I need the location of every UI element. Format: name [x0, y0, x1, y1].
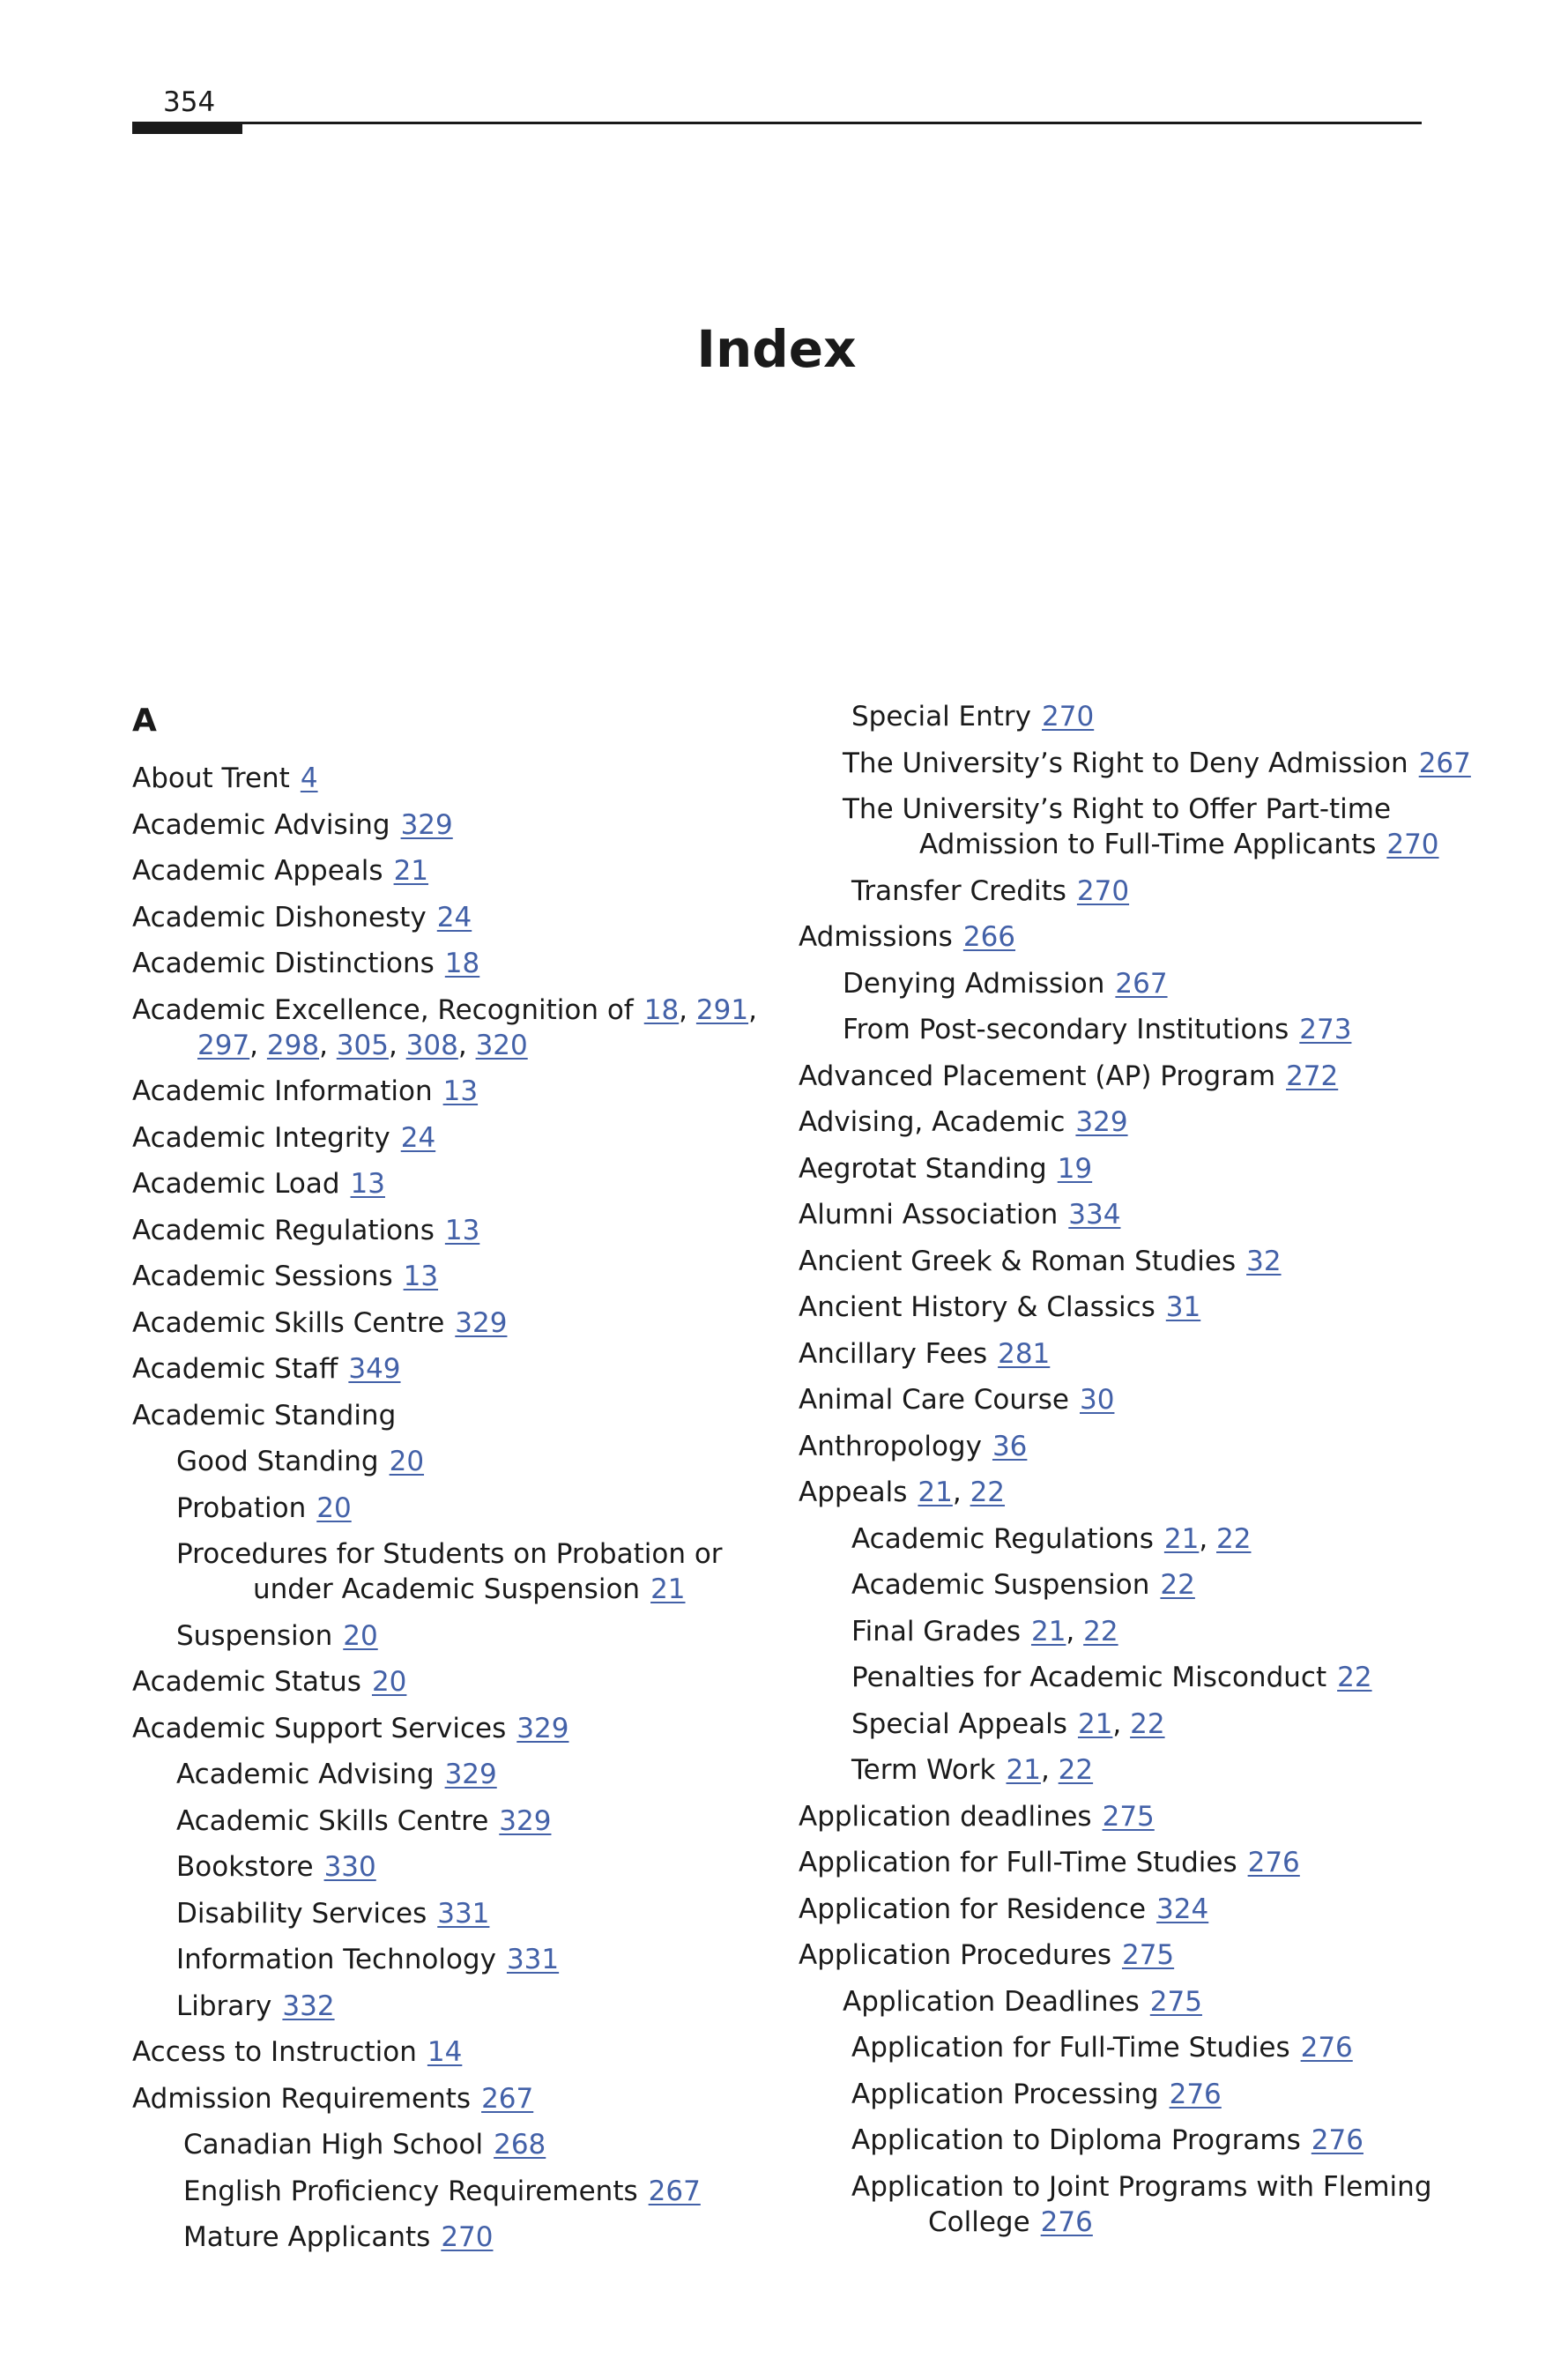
page-link[interactable]: 18	[643, 993, 680, 1026]
page-link[interactable]: 270	[1386, 829, 1439, 860]
index-entry-mature-applicants	[132, 2220, 767, 2255]
entry-term: Academic Advising	[176, 1759, 435, 1790]
entry-term: Academic Appeals	[132, 855, 383, 887]
page-link[interactable]: 20	[316, 1491, 352, 1524]
index-entry-good-standing	[132, 1444, 767, 1479]
entry-term: Academic Staff	[132, 1353, 338, 1385]
entry-term: The University’s Right to Offer Part-time	[843, 793, 1392, 825]
index-entry-academic-status	[132, 1664, 767, 1699]
page-link[interactable]: 305	[336, 1029, 389, 1061]
index-entry-academic-distinctions	[132, 946, 767, 981]
entry-term: Academic Skills Centre	[132, 1306, 445, 1339]
index-entry-anthropology	[799, 1429, 1424, 1464]
page-link[interactable]: 22	[1130, 1707, 1165, 1740]
index-entry-application-deadlines	[799, 1799, 1424, 1834]
entry-term: Application Procedures	[799, 1939, 1111, 1971]
index-entry-final-grades: Final Grades 21, 22	[851, 1615, 1118, 1647]
entry-term: Admissions	[799, 921, 953, 953]
entry-term-continued	[843, 827, 1439, 862]
page-link[interactable]: 13	[403, 1261, 439, 1292]
index-entry-the-university-s-right-to-offer-part-time	[799, 792, 1439, 862]
page-link[interactable]: 31	[1165, 1291, 1201, 1323]
entry-term: Admission Requirements	[132, 2082, 472, 2115]
index-entry-advising-academic	[799, 1104, 1424, 1140]
index-entry-term-work: Term Work 21, 22	[851, 1754, 1094, 1786]
index-entry-aegrotat-standing	[799, 1151, 1424, 1186]
page-link[interactable]: 19	[1057, 1152, 1093, 1185]
index-entry-suspension	[132, 1618, 767, 1654]
entry-term-line2: Admission to Full-Time Applicants	[919, 829, 1377, 860]
index-entry-academic-integrity	[132, 1120, 767, 1156]
entry-term: Academic Sessions	[132, 1261, 393, 1292]
index-entry-procedures-for-students-on-probation-or	[132, 1536, 767, 1607]
index-entry-the-university-s-right-to-deny-admission	[799, 746, 1471, 781]
index-entry-bookstore	[132, 1849, 767, 1885]
page-link[interactable]: 20	[371, 1666, 407, 1698]
page-link[interactable]: 275	[1102, 1800, 1155, 1833]
page-link[interactable]: 276	[1247, 1847, 1300, 1878]
entry-term: Academic Regulations	[851, 1522, 1154, 1555]
page-link[interactable]: 276	[1169, 2078, 1222, 2110]
page-link[interactable]: 330	[323, 1851, 376, 1883]
entry-term: Application to Diploma Programs	[851, 2124, 1301, 2156]
entry-term: Library	[176, 1990, 272, 2022]
entry-term: Application deadlines	[799, 1800, 1092, 1833]
index-entry-academic-staff	[132, 1351, 767, 1387]
entry-term: Academic Regulations	[132, 1214, 435, 1246]
page-link[interactable]: 22	[1337, 1662, 1372, 1693]
header-rule	[132, 122, 1422, 124]
page-link[interactable]: 24	[436, 901, 472, 933]
entry-term: Application Deadlines	[843, 1985, 1140, 2018]
page-link[interactable]: 4	[300, 762, 318, 794]
page-link[interactable]: 276	[1311, 2124, 1364, 2156]
index-entry-appeals: Appeals 21, 22	[799, 1476, 1006, 1508]
index-entry-application-processing	[799, 2077, 1424, 2112]
index-entry-from-post-secondary-institutions	[799, 1012, 1424, 1047]
entry-term: Academic Advising	[132, 808, 390, 841]
page-link[interactable]: 267	[1115, 967, 1168, 1000]
page-link[interactable]: 21	[1030, 1615, 1066, 1647]
index-entry-application-for-full-time-studies	[799, 2030, 1424, 2065]
page-link[interactable]: 22	[1083, 1615, 1118, 1647]
index-entry-information-technology	[132, 1942, 767, 1977]
index-entry-access-to-instruction	[132, 2034, 767, 2070]
index-entry-academic-skills-centre	[132, 1305, 767, 1341]
page-link[interactable]: 272	[1286, 1060, 1339, 1092]
page-link[interactable]: 13	[444, 1214, 480, 1246]
page-link[interactable]: 21	[1163, 1522, 1200, 1555]
page-link[interactable]: 308	[405, 1029, 458, 1061]
entry-term: Anthropology	[799, 1430, 982, 1462]
entry-term: Academic Standing	[132, 1399, 397, 1432]
entry-term: Application Processing	[851, 2078, 1159, 2110]
entry-term: Academic Integrity	[132, 1121, 390, 1154]
entry-term: Ancient Greek & Roman Studies	[799, 1245, 1237, 1277]
page-link[interactable]: 30	[1080, 1384, 1115, 1416]
entry-term: Academic Excellence, Recognition of	[132, 993, 634, 1026]
page-link[interactable]: 275	[1121, 1939, 1175, 1971]
index-entry-ancillary-fees	[799, 1336, 1424, 1372]
entry-term: Advising, Academic	[799, 1106, 1066, 1138]
right-entries-list	[799, 699, 1471, 2240]
page-link[interactable]: 349	[348, 1353, 401, 1385]
page-link[interactable]: 18	[444, 948, 480, 979]
entry-term: English Proficiency Requirements	[183, 2175, 638, 2207]
entry-term: Application for Full-Time Studies	[851, 2032, 1290, 2064]
entry-term: Application to Joint Programs with Fleming	[851, 2170, 1432, 2203]
index-entry-academic-support-services	[132, 1711, 767, 1746]
page-link[interactable]: 270	[1042, 701, 1095, 733]
page-link[interactable]: 324	[1156, 1893, 1209, 1925]
entry-term: Special Appeals	[851, 1707, 1067, 1740]
index-entry-application-deadlines	[799, 1984, 1424, 2019]
entry-term: Suspension	[176, 1619, 333, 1652]
index-entry-transfer-credits	[799, 874, 1424, 909]
page-link[interactable]: 276	[1300, 2032, 1353, 2064]
entry-term: The University’s Right to Deny Admission	[843, 747, 1408, 779]
page-link[interactable]: 270	[1076, 874, 1130, 907]
entry-term: Academic Suspension	[851, 1569, 1150, 1601]
page-link[interactable]: 267	[648, 2175, 701, 2207]
index-entry-academic-standing	[132, 1398, 767, 1433]
index-entry-admissions	[799, 919, 1424, 955]
index-entry-probation	[132, 1491, 767, 1526]
entry-term: Application for Full-Time Studies	[799, 1847, 1237, 1878]
page-title: Index	[696, 319, 857, 379]
page-link[interactable]: 329	[400, 808, 453, 841]
page-link[interactable]: 329	[455, 1306, 508, 1339]
page-link[interactable]: 270	[441, 2221, 494, 2253]
page-link[interactable]: 32	[1246, 1245, 1282, 1277]
page-link[interactable]: 276	[1040, 2205, 1093, 2238]
left-entries-list	[132, 761, 767, 2255]
entry-term: Academic Support Services	[132, 1712, 507, 1744]
page-link[interactable]: 22	[1216, 1522, 1252, 1555]
page-link[interactable]: 36	[992, 1430, 1028, 1462]
entry-term: Bookstore	[176, 1851, 314, 1883]
index-entry-special-entry	[799, 699, 1424, 734]
index-entry-academic-advising	[132, 1757, 767, 1792]
page-link[interactable]: 20	[343, 1619, 378, 1652]
index-entry-denying-admission	[799, 966, 1424, 1001]
index-column-right	[799, 699, 1471, 2250]
entry-term: Information Technology	[176, 1944, 496, 1975]
entry-term-continued	[851, 2205, 1424, 2240]
index-entry-ancient-greek-roman-studies	[799, 1244, 1424, 1279]
entry-term: Animal Care Course	[799, 1384, 1069, 1416]
page-link[interactable]: 22	[1160, 1569, 1195, 1601]
page-link[interactable]: 13	[442, 1075, 479, 1107]
entry-term: Alumni Association	[799, 1199, 1059, 1231]
page-link[interactable]: 329	[516, 1712, 569, 1744]
page-link[interactable]: 331	[437, 1897, 490, 1930]
index-entry-academic-sessions	[132, 1259, 767, 1294]
entry-term: Appeals	[799, 1476, 908, 1508]
entry-term-line2: College	[928, 2205, 1030, 2238]
entry-term: Final Grades	[851, 1615, 1021, 1647]
page-link[interactable]: 13	[350, 1168, 385, 1200]
page-link[interactable]: 21	[1077, 1707, 1113, 1740]
page-link[interactable]: 21	[650, 1573, 686, 1605]
index-entry-about-trent	[132, 761, 767, 796]
header-tab-bar	[132, 124, 242, 134]
index-entry-application-to-joint-programs-with-fleming	[799, 2169, 1432, 2240]
page-link[interactable]: 291	[695, 993, 749, 1026]
page-link[interactable]: 14	[427, 2036, 463, 2068]
page-refs-continued: 297, 298, 305, 308, 320	[197, 1029, 528, 1061]
page-link[interactable]: 281	[998, 1337, 1051, 1370]
entry-term: Access to Instruction	[132, 2036, 417, 2068]
entry-term: Application for Residence	[799, 1893, 1147, 1925]
entry-term: Disability Services	[176, 1897, 427, 1930]
entry-term: Ancillary Fees	[799, 1337, 988, 1370]
entry-term: Special Entry	[851, 701, 1032, 733]
entry-term: Academic Distinctions	[132, 948, 435, 979]
index-entry-academic-appeals	[132, 853, 767, 889]
index-entry-academic-information	[132, 1074, 767, 1109]
entry-term: Ancient History & Classics	[799, 1291, 1155, 1323]
entry-term: Canadian High School	[183, 2129, 484, 2161]
page-link[interactable]: 267	[1418, 747, 1471, 779]
index-entry-academic-load	[132, 1166, 767, 1201]
page-link[interactable]: 22	[970, 1476, 1006, 1508]
index-entry-penalties-for-academic-misconduct	[799, 1660, 1424, 1695]
index-entry-special-appeals: Special Appeals 21, 22	[851, 1707, 1165, 1740]
index-entry-academic-regulations: Academic Regulations 21, 22	[851, 1522, 1252, 1555]
entry-term: Mature Applicants	[183, 2221, 431, 2253]
index-entry-english-proficiency-requirements	[132, 2174, 767, 2209]
index-entry-canadian-high-school	[132, 2127, 767, 2162]
index-entry-academic-dishonesty	[132, 900, 767, 935]
page-link[interactable]: 268	[494, 2129, 546, 2161]
page-link[interactable]: 267	[481, 2082, 534, 2115]
index-entry-academic-skills-centre	[132, 1804, 767, 1839]
index-entry-application-procedures	[799, 1937, 1424, 1973]
page-link[interactable]: 273	[1299, 1014, 1352, 1045]
entry-term-continued	[176, 1572, 767, 1607]
page-link[interactable]: 334	[1068, 1199, 1121, 1231]
entry-term: Denying Admission	[843, 967, 1105, 1000]
entry-term: Probation	[176, 1491, 307, 1524]
entry-term: Academic Information	[132, 1075, 433, 1107]
index-entry-animal-care-course	[799, 1382, 1424, 1417]
entry-term: Academic Load	[132, 1168, 340, 1200]
entry-term-line2: under Academic Suspension	[253, 1573, 641, 1605]
entry-term: Academic Dishonesty	[132, 901, 427, 933]
page-link[interactable]: 297	[197, 1029, 250, 1061]
index-entry-admission-requirements	[132, 2081, 767, 2116]
page-link[interactable]: 332	[282, 1990, 335, 2022]
page-link[interactable]: 320	[475, 1029, 528, 1061]
index-entry-academic-advising	[132, 807, 767, 843]
page-link[interactable]: 266	[962, 921, 1016, 953]
page-link[interactable]: 329	[444, 1759, 497, 1790]
index-entry-academic-suspension	[799, 1567, 1424, 1603]
entry-term: Procedures for Students on Probation or	[176, 1538, 723, 1570]
entry-term: About Trent	[132, 762, 290, 794]
index-entry-ancient-history-classics	[799, 1290, 1424, 1325]
entry-term: Advanced Placement (AP) Program	[799, 1060, 1276, 1092]
entry-term: Penalties for Academic Misconduct	[851, 1662, 1327, 1693]
page-number: 354	[163, 86, 216, 118]
entry-term: Transfer Credits	[851, 874, 1066, 907]
index-entry-advanced-placement-ap-program	[799, 1059, 1424, 1094]
page-link[interactable]: 21	[918, 1476, 953, 1508]
index-entry-application-for-full-time-studies	[799, 1845, 1424, 1880]
entry-term: Term Work	[851, 1754, 996, 1786]
index-entry-application-to-diploma-programs	[799, 2123, 1424, 2158]
entry-term: Aegrotat Standing	[799, 1152, 1047, 1185]
page-link[interactable]: 275	[1149, 1985, 1202, 2018]
entry-term: Academic Skills Centre	[176, 1804, 489, 1837]
index-entry-application-for-residence	[799, 1892, 1424, 1927]
page-link[interactable]: 20	[389, 1446, 425, 1477]
entry-term: Good Standing	[176, 1446, 379, 1477]
letter-heading: A	[132, 703, 157, 739]
entry-term: Academic Status	[132, 1666, 361, 1698]
index-entry-academic-regulations	[132, 1213, 767, 1248]
index-entry-academic-excellence-recognition-of: Academic Excellence, Recognition of 18, 291, 297, 298, 305, 308, 320	[132, 993, 767, 1063]
index-column-left	[132, 695, 767, 2266]
page-link[interactable]: 21	[393, 855, 429, 887]
page-link[interactable]: 298	[266, 1029, 320, 1061]
page-link[interactable]: 331	[506, 1944, 560, 1975]
page-link[interactable]: 329	[499, 1804, 552, 1837]
page-link[interactable]: 329	[1075, 1106, 1128, 1138]
index-entry-alumni-association	[799, 1197, 1424, 1232]
page-link[interactable]: 24	[400, 1121, 436, 1154]
index-entry-library	[132, 1989, 767, 2024]
page-link[interactable]: 21	[1006, 1754, 1041, 1786]
index-entry-disability-services	[132, 1896, 767, 1931]
entry-term: From Post-secondary Institutions	[843, 1014, 1289, 1045]
page-link[interactable]: 22	[1058, 1754, 1094, 1786]
